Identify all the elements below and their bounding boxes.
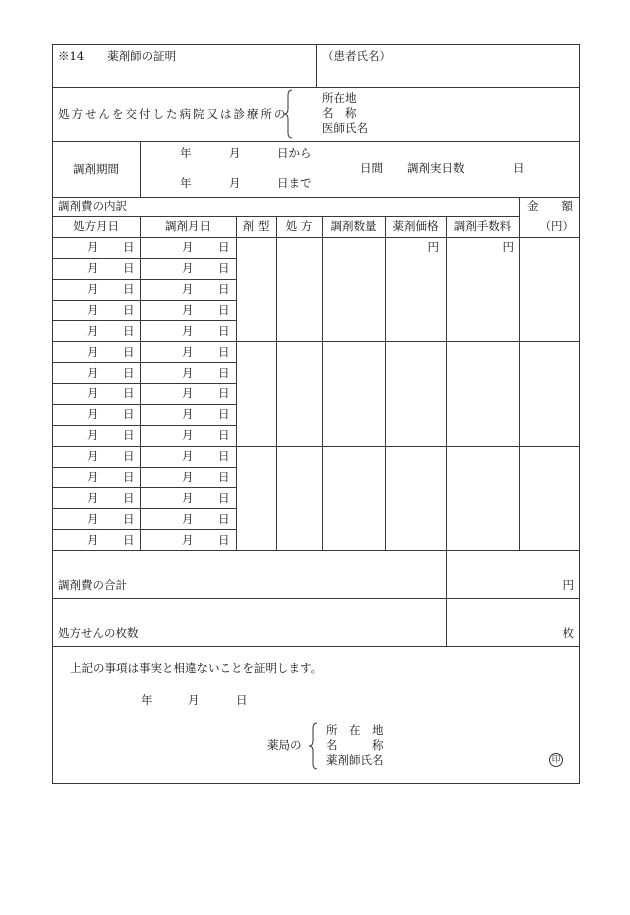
period-to-day: 日まで [277,176,312,190]
fee-total-label: 調剤費の合計 [58,578,127,592]
pharmacy-name-label: 名 称 [326,738,384,752]
column-header-quantity: 調剤数量 [330,219,377,233]
table-row [52,237,236,258]
attestation-date-day: 日 [236,693,248,707]
pharmacist-name-label: 薬剤師氏名 [326,753,384,767]
pharmacy-address-label: 所 在 地 [326,723,384,737]
prescriber-name-label: 名 称 [322,106,357,120]
prescription-day: 日 [123,386,135,401]
period-from-month: 月 [229,146,241,160]
dispense-month: 月 [182,323,194,338]
dispense-day: 日 [218,511,230,526]
prescription-day: 日 [123,303,135,318]
period-to-year: 年 [180,176,192,190]
table-row [52,383,236,404]
rule-line [52,197,580,198]
prescription-day: 日 [123,469,135,484]
prescription-month: 月 [87,261,99,276]
dispense-day: 日 [218,365,230,380]
amount-header: 金 額 [527,199,573,213]
dispense-month: 月 [182,490,194,505]
table-row [52,341,236,362]
table-row [52,425,236,446]
patient-name-label: （患者氏名） [322,49,391,63]
dispense-month: 月 [182,428,194,443]
dispense-month: 月 [182,386,194,401]
prescription-day: 日 [123,532,135,547]
attestation-date-year: 年 [141,693,153,707]
column-header-dosage-form: 剤 型 [242,219,270,233]
table-row [52,320,236,341]
prescription-month: 月 [87,407,99,422]
prescription-day: 日 [123,449,135,464]
column-header-prescription: 処 方 [285,219,313,233]
dispense-day: 日 [218,532,230,547]
dispense-day: 日 [218,386,230,401]
table-row [52,258,236,279]
prescription-month: 月 [87,240,99,255]
rule-line [140,141,141,197]
prescription-month: 月 [87,386,99,401]
certificate-title: ※14 薬剤師の証明 [58,49,177,63]
prescription-month: 月 [87,511,99,526]
actual-days-unit: 日 [513,161,525,175]
dispense-month: 月 [182,261,194,276]
prescription-month: 月 [87,449,99,464]
dispensing-fee-unit: 円 [502,240,514,254]
dispense-month: 月 [182,511,194,526]
attestation-date-month: 月 [188,693,200,707]
brace-icon [283,89,293,139]
table-row [52,529,236,550]
table-row [52,404,236,425]
seal-icon: 印 [549,753,563,767]
prescription-month: 月 [87,344,99,359]
period-to-month: 月 [229,176,241,190]
attestation-statement: 上記の事項は事実と相違ないことを証明します。 [70,661,323,675]
prescriber-address-label: 所在地 [322,91,357,105]
column-header-dispensing-fee: 調剤手数料 [453,219,512,233]
dispense-day: 日 [218,490,230,505]
fee-total-unit: 円 [562,578,574,592]
pharmacy-label: 薬局の [267,738,302,752]
prescription-day: 日 [123,428,135,443]
column-header-dispense-date: 調剤月日 [165,219,211,233]
amount-unit: （円） [539,219,574,233]
prescription-day: 日 [123,407,135,422]
prescription-day: 日 [123,344,135,359]
prescription-month: 月 [87,303,99,318]
column-header-rx-date: 処方月日 [73,219,119,233]
table-row [52,467,236,488]
drug-price-unit: 円 [427,240,439,254]
prescription-day: 日 [123,365,135,380]
sheet-count-label: 処方せんの枚数 [58,626,139,640]
table-row [52,446,236,467]
prescriber-label: 処方せんを交付した病院又は診療所の [58,107,288,121]
rule-line [52,141,580,142]
dispense-day: 日 [218,323,230,338]
rule-line [52,216,519,217]
prescription-month: 月 [87,282,99,297]
rule-line [52,598,580,599]
table-row [52,362,236,383]
table-row [52,279,236,300]
prescription-month: 月 [87,323,99,338]
period-label: 調剤期間 [73,162,119,176]
rule-line [52,646,580,647]
rule-line [52,87,580,88]
prescription-month: 月 [87,428,99,443]
dispense-month: 月 [182,303,194,318]
actual-days-label: 調剤実日数 [407,161,465,175]
dispense-month: 月 [182,532,194,547]
prescription-day: 日 [123,490,135,505]
period-from-day: 日から [277,146,312,160]
table-row [52,487,236,508]
dispense-day: 日 [218,344,230,359]
prescription-day: 日 [123,282,135,297]
brace-icon [308,722,318,770]
prescription-day: 日 [123,261,135,276]
dispense-day: 日 [218,469,230,484]
period-days-label: 日間 [360,161,383,175]
prescription-day: 日 [123,511,135,526]
prescriber-doctor-label: 医師氏名 [322,121,368,135]
dispense-month: 月 [182,469,194,484]
prescription-month: 月 [87,532,99,547]
dispense-month: 月 [182,407,194,422]
rule-line [316,44,317,87]
dispense-month: 月 [182,240,194,255]
sheet-count-unit: 枚 [562,626,574,640]
table-row [52,300,236,321]
prescription-day: 日 [123,240,135,255]
table-row [52,508,236,529]
prescription-day: 日 [123,323,135,338]
prescription-month: 月 [87,365,99,380]
dispense-month: 月 [182,365,194,380]
dispense-day: 日 [218,303,230,318]
dispense-day: 日 [218,428,230,443]
prescription-month: 月 [87,490,99,505]
breakdown-title: 調剤費の内訳 [58,199,127,213]
prescription-month: 月 [87,469,99,484]
dispense-day: 日 [218,282,230,297]
column-header-drug-price: 薬剤価格 [392,219,439,233]
dispense-day: 日 [218,261,230,276]
dispense-month: 月 [182,344,194,359]
dispense-day: 日 [218,240,230,255]
dispense-month: 月 [182,282,194,297]
rule-line [52,550,580,551]
period-from-year: 年 [180,146,192,160]
dispense-day: 日 [218,449,230,464]
dispense-day: 日 [218,407,230,422]
dispense-month: 月 [182,449,194,464]
